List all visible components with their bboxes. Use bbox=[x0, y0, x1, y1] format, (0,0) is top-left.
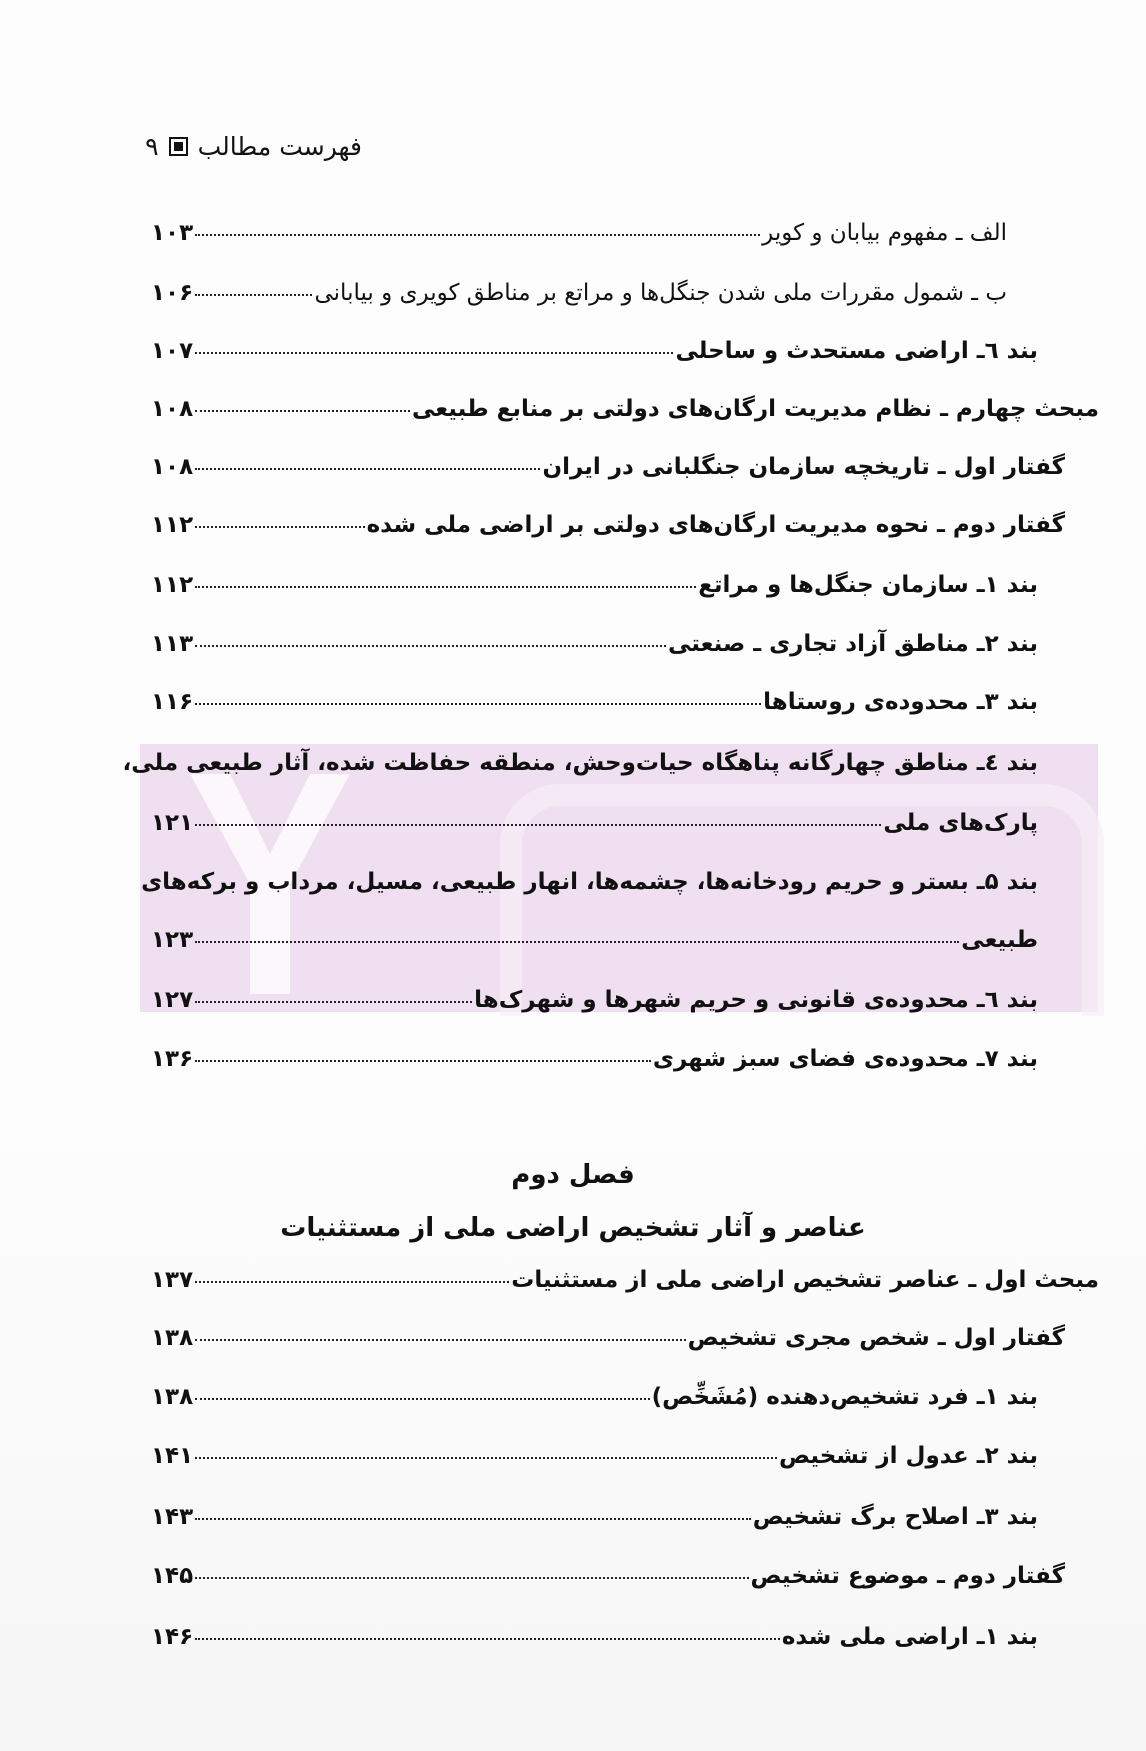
entry-page: ۱۳۷ bbox=[151, 1267, 194, 1293]
entry-title: بند ۲ـ مناطق آزاد تجاری ـ صنعتی bbox=[667, 631, 1038, 657]
square-bullet-icon bbox=[169, 137, 188, 156]
entry-title: طبیعی bbox=[961, 927, 1038, 953]
entry-page: ۱۳۸ bbox=[151, 1325, 194, 1351]
toc-entry[interactable] bbox=[151, 1325, 1065, 1359]
chapter-title: عناصر و آثار تشخیص اراضی ملی از مستثنیات bbox=[280, 1213, 866, 1243]
entry-page: ۱۴۶ bbox=[151, 1624, 194, 1650]
toc-entry[interactable] bbox=[151, 1443, 1038, 1477]
dot-leader bbox=[195, 1281, 509, 1283]
entry-title-line1[interactable]: بند ٤ـ مناطق چهارگانه پناهگاه حیات‌وحش، منطقه حفاظت شده، آثار طبیعی ملی، bbox=[122, 750, 1038, 776]
toc-entry[interactable] bbox=[151, 220, 1007, 254]
entry-title: بند ۱ـ فرد تشخیص‌دهنده (مُشَخِّص) bbox=[651, 1384, 1038, 1410]
entry-title: گفتار اول ـ شخص مجری تشخیص bbox=[687, 1325, 1065, 1351]
entry-page: ۱۱۳ bbox=[151, 631, 194, 657]
toc-entry[interactable] bbox=[151, 689, 1038, 723]
dot-leader bbox=[195, 1457, 777, 1459]
dot-leader bbox=[195, 1577, 748, 1579]
entry-title: بند ۳ـ اصلاح برگ تشخیص bbox=[752, 1504, 1038, 1530]
toc-entry[interactable] bbox=[151, 512, 1065, 546]
dot-leader bbox=[195, 824, 881, 826]
entry-title: ب ـ شمول مقررات ملی شدن جنگل‌ها و مراتع بر مناطق کویری و بیابانی bbox=[314, 280, 1007, 306]
dot-leader bbox=[195, 941, 959, 943]
dot-leader bbox=[195, 703, 761, 705]
dot-leader bbox=[195, 645, 666, 647]
entry-page: ۱۲۱ bbox=[151, 810, 194, 836]
toc-entry[interactable] bbox=[151, 1267, 1099, 1301]
chapter-label: فصل دوم bbox=[511, 1160, 635, 1190]
dot-leader bbox=[195, 234, 760, 236]
entry-title: پارک‌های ملی bbox=[883, 810, 1038, 836]
dot-leader bbox=[195, 468, 540, 470]
entry-title: بند ۲ـ عدول از تشخیص bbox=[778, 1443, 1038, 1469]
entry-title: بند ۳ـ محدوده‌ی روستاها bbox=[763, 689, 1038, 715]
entry-title-line1[interactable]: بند ۵ـ بستر و حریم رودخانه‌ها، چشمه‌ها، انهار طبیعی، مسیل، مرداب و برکه‌های bbox=[141, 869, 1038, 895]
entry-title: مبحث اول ـ عناصر تشخیص اراضی ملی از مستثنیات bbox=[511, 1267, 1099, 1293]
toc-entry[interactable] bbox=[151, 454, 1065, 488]
entry-page: ۱۱۲ bbox=[151, 512, 194, 538]
toc-entry[interactable] bbox=[151, 987, 1038, 1021]
dot-leader bbox=[195, 1060, 651, 1062]
entry-title: بند ٦ـ محدوده‌ی قانونی و حریم شهرها و شهرک‌ها bbox=[474, 987, 1038, 1013]
toc-entry[interactable] bbox=[151, 1384, 1038, 1418]
toc-entry[interactable] bbox=[151, 338, 1038, 372]
dot-leader bbox=[195, 410, 410, 412]
entry-page: ۱۰۳ bbox=[151, 220, 194, 246]
entry-title: گفتار دوم ـ نحوه مدیریت ارگان‌های دولتی بر اراضی ملی شده bbox=[366, 512, 1065, 538]
entry-page: ۱۰۸ bbox=[151, 454, 194, 480]
header-page-number: ۹ bbox=[145, 132, 159, 161]
dot-leader bbox=[195, 352, 673, 354]
toc-entry[interactable] bbox=[151, 1563, 1065, 1597]
dot-leader bbox=[195, 294, 312, 296]
entry-page: ۱۴۱ bbox=[151, 1443, 194, 1469]
toc-entry[interactable] bbox=[151, 927, 1038, 961]
toc-entry[interactable] bbox=[151, 1046, 1038, 1080]
toc-entry[interactable] bbox=[151, 810, 1038, 844]
running-header bbox=[145, 132, 362, 161]
entry-page: ۱۰۸ bbox=[151, 396, 194, 422]
dot-leader bbox=[195, 526, 364, 528]
toc-entry[interactable] bbox=[151, 1624, 1038, 1658]
entry-page: ۱۴۳ bbox=[151, 1504, 194, 1530]
entry-page: ۱۱۶ bbox=[151, 689, 194, 715]
dot-leader bbox=[195, 1518, 751, 1520]
dot-leader bbox=[195, 1398, 649, 1400]
entry-title: الف ـ مفهوم بیابان و کویر bbox=[762, 220, 1007, 246]
entry-page: ۱۰۶ bbox=[151, 280, 194, 306]
entry-title: بند ۱ـ اراضی ملی شده bbox=[781, 1624, 1038, 1650]
entry-page: ۱۳۸ bbox=[151, 1384, 194, 1410]
toc-entry[interactable] bbox=[151, 396, 1099, 430]
dot-leader bbox=[195, 586, 696, 588]
header-title: فهرست مطالب bbox=[197, 132, 362, 161]
dot-leader bbox=[195, 1339, 685, 1341]
entry-title: بند ۱ـ سازمان جنگل‌ها و مراتع bbox=[698, 572, 1038, 598]
toc-entry[interactable] bbox=[151, 1504, 1038, 1538]
toc-entry[interactable] bbox=[151, 280, 1007, 314]
dot-leader bbox=[195, 1638, 780, 1640]
entry-title: بند ۷ـ محدوده‌ی فضای سبز شهری bbox=[652, 1046, 1038, 1072]
entry-page: ۱۳۶ bbox=[151, 1046, 194, 1072]
toc-entry[interactable] bbox=[151, 572, 1038, 606]
toc-entry[interactable] bbox=[151, 631, 1038, 665]
entry-page: ۱۲۳ bbox=[151, 927, 194, 953]
entry-title: گفتار دوم ـ موضوع تشخیص bbox=[750, 1563, 1065, 1589]
entry-title: مبحث چهارم ـ نظام مدیریت ارگان‌های دولتی بر منابع طبیعی bbox=[411, 396, 1099, 422]
entry-title: گفتار اول ـ تاریخچه سازمان جنگلبانی در ایران bbox=[542, 454, 1065, 480]
entry-page: ۱۴۵ bbox=[151, 1563, 194, 1589]
entry-page: ۱۰۷ bbox=[151, 338, 194, 364]
entry-title: بند ٦ـ اراضی مستحدث و ساحلی bbox=[675, 338, 1038, 364]
entry-page: ۱۱۲ bbox=[151, 572, 194, 598]
dot-leader bbox=[195, 1001, 472, 1003]
entry-page: ۱۲۷ bbox=[151, 987, 194, 1013]
